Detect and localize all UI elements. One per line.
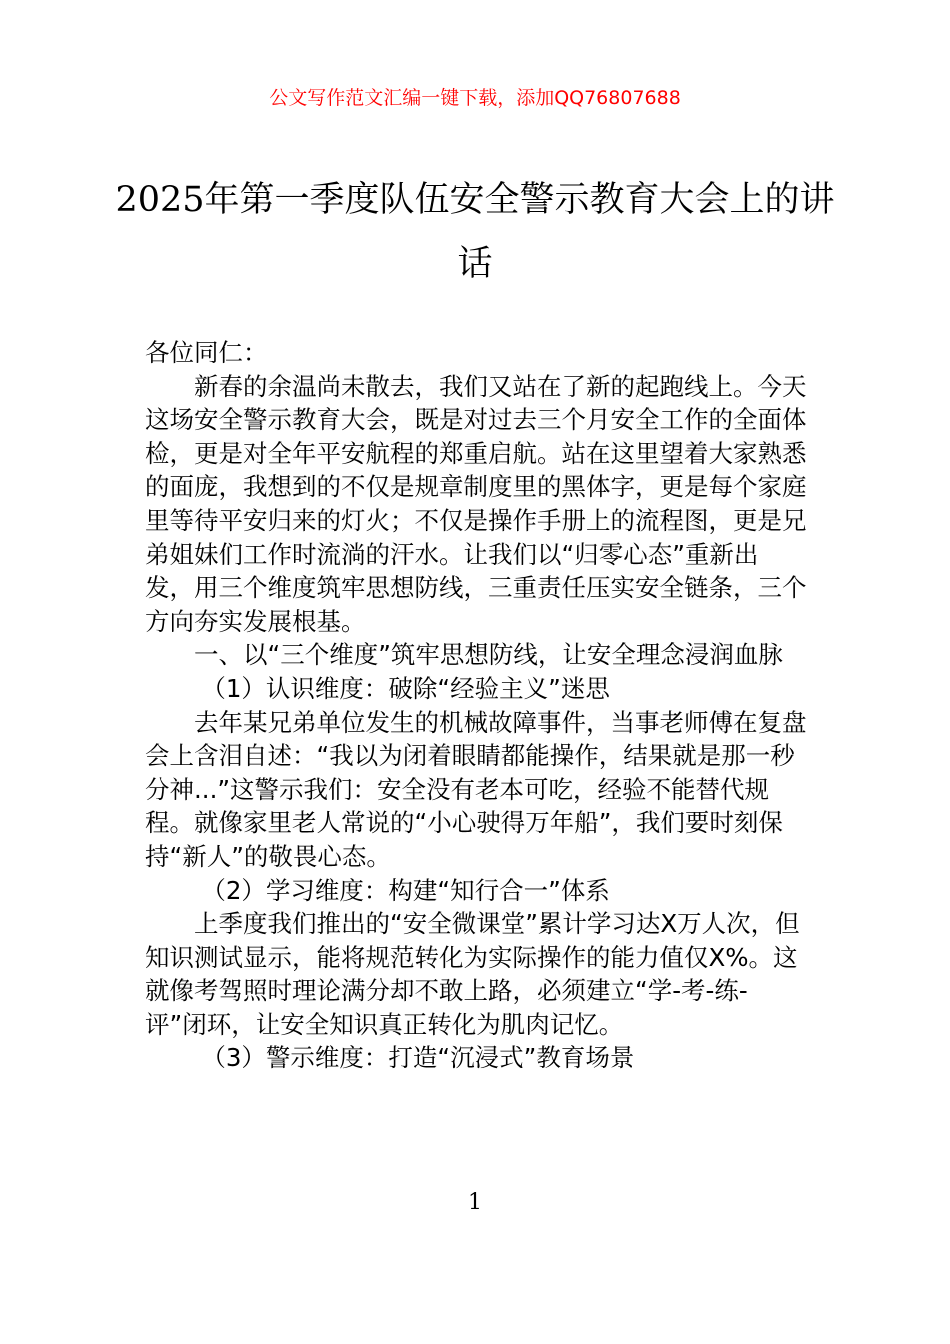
body-paragraph-2: 上季度我们推出的“安全微课堂”累计学习达X万人次，但知识测试显示，能将规范转化为实际操作的能力值仅X%。这就像考驾照时理论满分却不敢上路，必须建立“学-考-练-评”闭环，让安全知识真正转化为肌肉记忆。 xyxy=(145,909,800,1039)
subsection-heading-1: （1）认识维度：破除“经验主义”迷思 xyxy=(201,673,610,703)
subsection-heading-2: （2）学习维度：构建“知行合一”体系 xyxy=(201,875,610,905)
section-heading-1: 一、以“三个维度”筑牢思想防线，让安全理念浸润血脉 xyxy=(194,640,783,670)
header-note: 公文写作范文汇编一键下载，添加QQ76807688 xyxy=(269,87,681,109)
document-title: 2025年第一季度队伍安全警示教育大会上的讲话 xyxy=(115,180,835,284)
body-paragraph-intro: 新春的余温尚未散去，我们又站在了新的起跑线上。今天这场安全警示教育大会，既是对过去三个月安全工作的全面体检，更是对全年平安航程的郑重启航。站在这里望着大家熟悉的面庞，我想到的不仅是规章制度里的黑体字，更是每个家庭里等待平安归来的灯火；不仅是操作手册上的流程图，更是兄弟姐妹们工作时流淌的汗水。让我们以“归零心态”重新出发，用三个维度筑牢思想防线，三重责任压实安全链条，三个方向夯实发展根基。 xyxy=(145,371,807,636)
salutation: 各位同仁： xyxy=(145,338,268,367)
subsection-heading-3: （3）警示维度：打造“沉浸式”教育场景 xyxy=(201,1043,635,1073)
document-body xyxy=(145,336,807,1075)
body-paragraph-1: 去年某兄弟单位发生的机械故障事件，当事老师傅在复盘会上含泪自述：“我以为闭着眼睛都能操作，结果就是那一秒分神...”这警示我们：安全没有老本可吃，经验不能替代规程。就像家里老人常说的“小心驶得万年船”，我们要时刻保持“新人”的敬畏心态。 xyxy=(145,707,807,871)
page-number: 1 xyxy=(468,1190,482,1215)
